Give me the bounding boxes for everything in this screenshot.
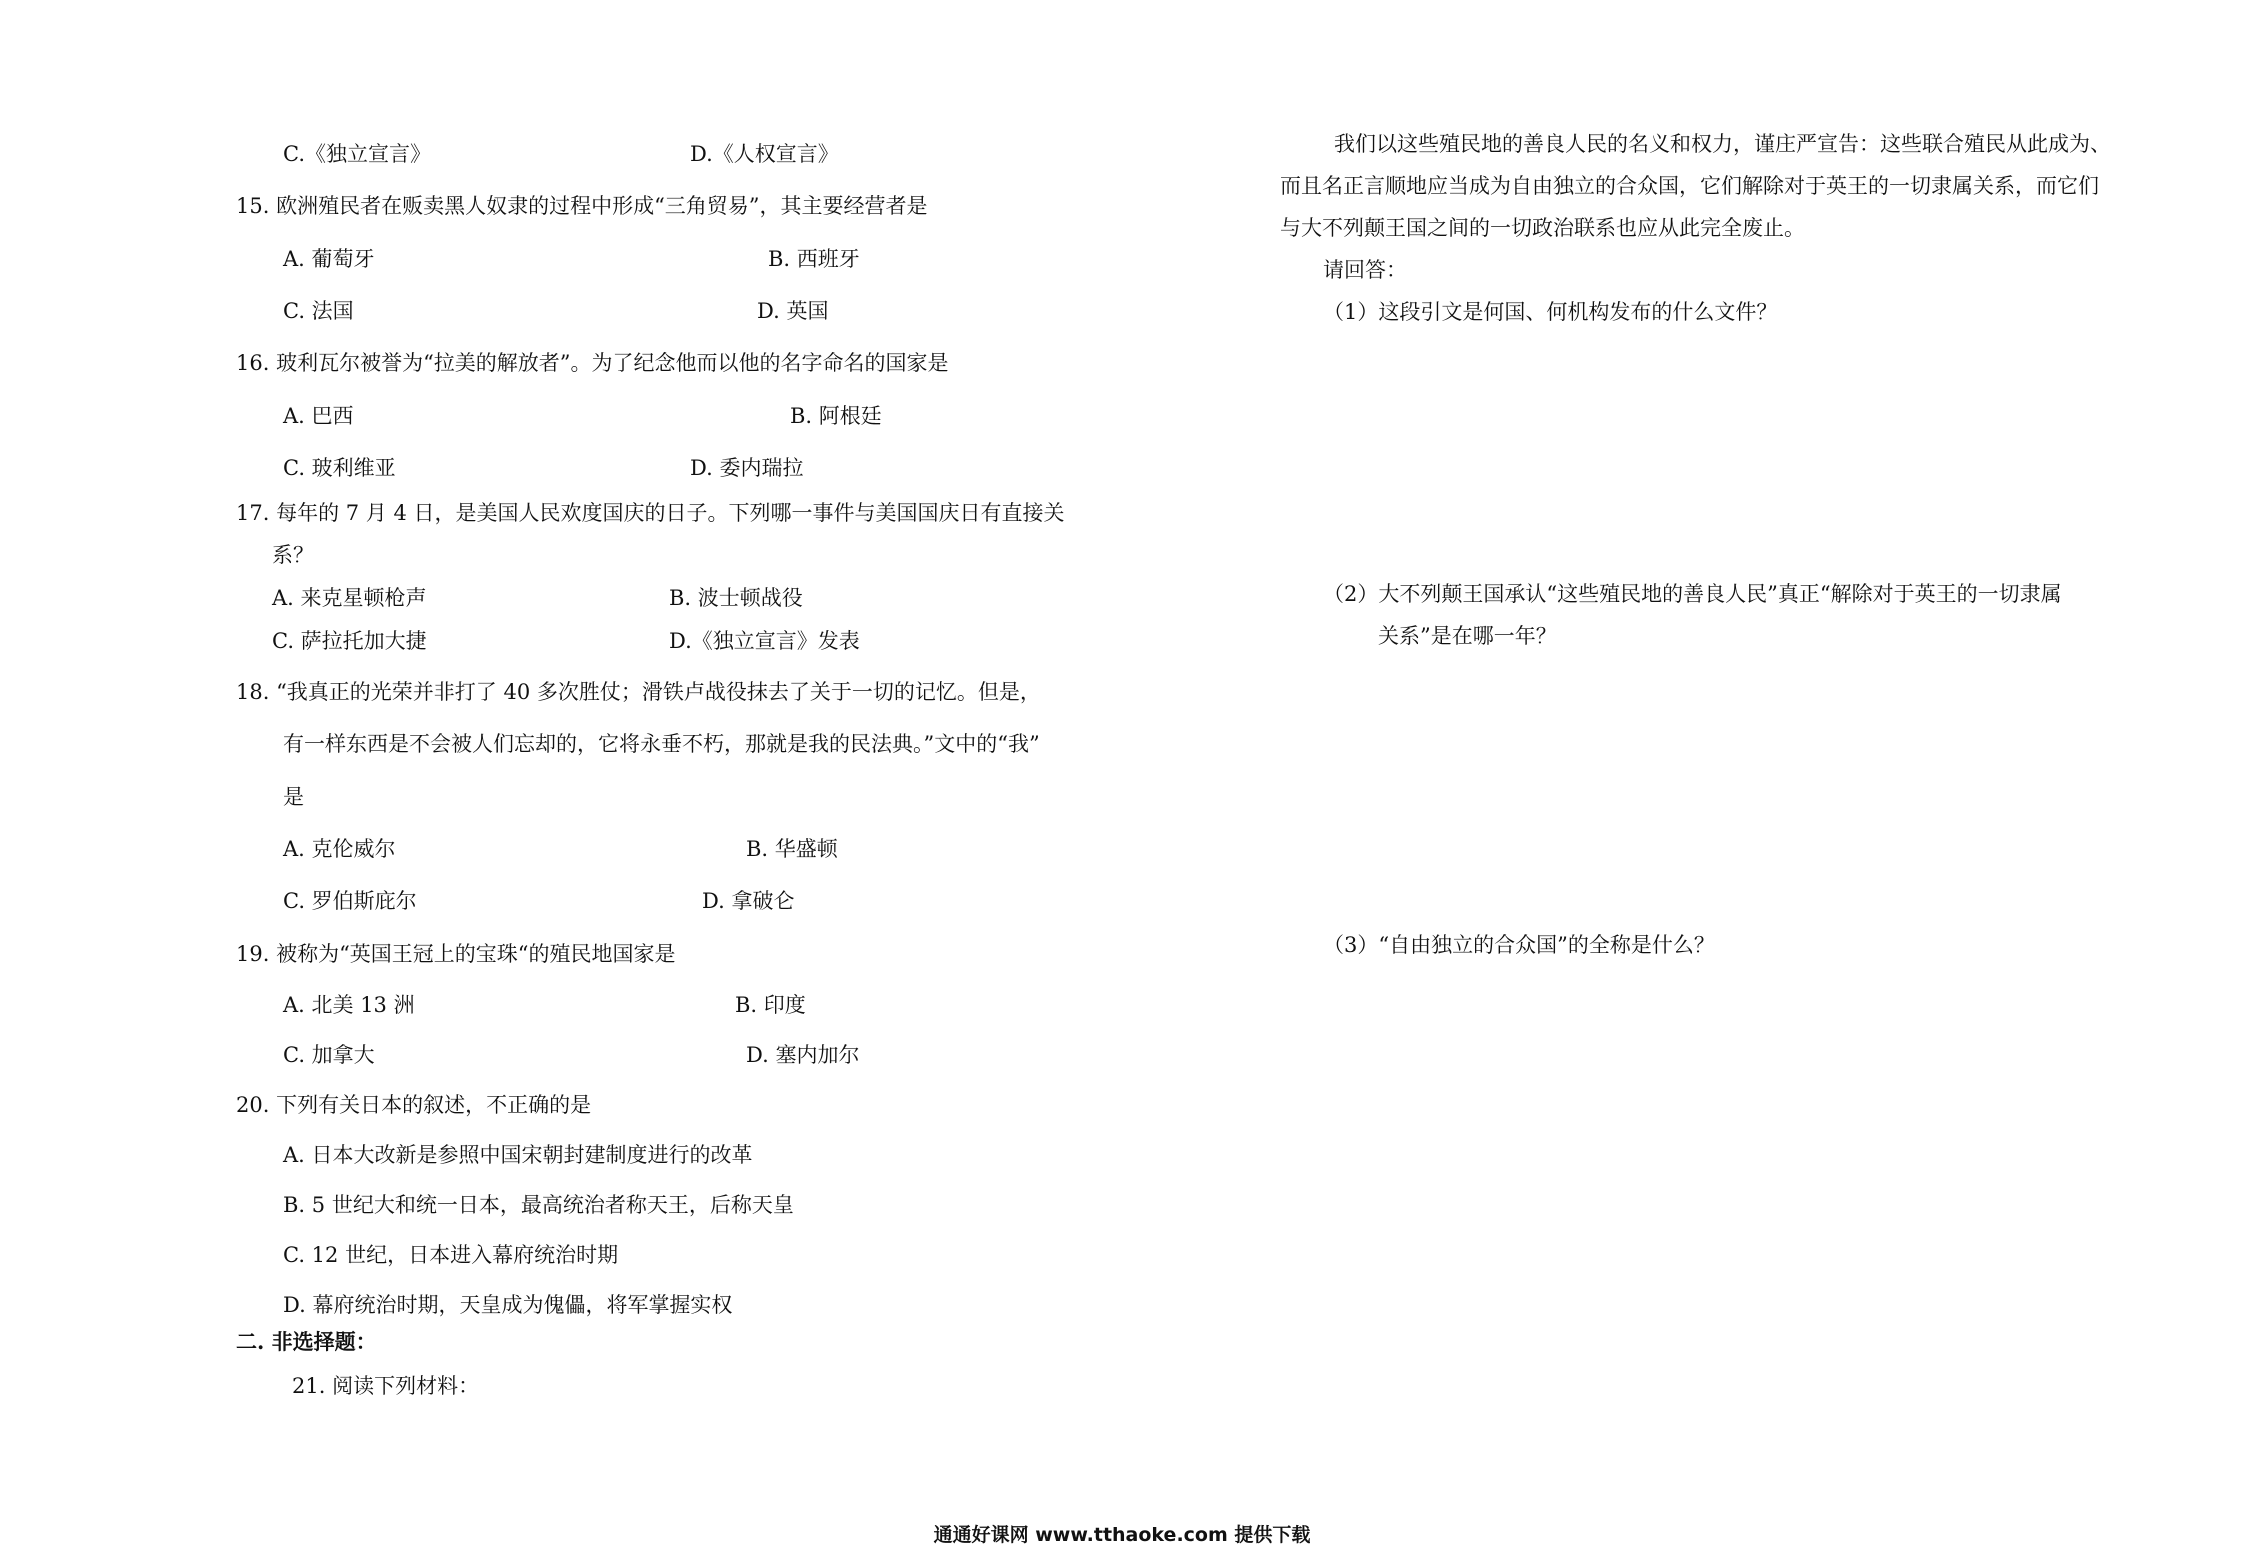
q18-stem-line2: 有一样东西是不会被人们忘却的，它将永垂不朽，那就是我的民法典。”文中的“我”: [283, 732, 1040, 756]
q15-option-c: C. 法国: [283, 299, 354, 323]
subquestion-3: （3）“自由独立的合众国”的全称是什么？: [1323, 933, 1715, 957]
q16-option-a: A. 巴西: [283, 404, 354, 428]
q20-option-a: A. 日本大改新是参照中国宋朝封建制度进行的改革: [283, 1143, 753, 1167]
footer-watermark: 通通好课网 www.tthaoke.com 提供下载: [933, 1524, 1311, 1546]
q18-stem-line3: 是: [283, 785, 304, 809]
q15-stem: 15. 欧洲殖民者在贩卖黑人奴隶的过程中形成“三角贸易”，其主要经营者是: [236, 194, 928, 218]
q16-option-c: C. 玻利维亚: [283, 456, 396, 480]
q18-option-a: A. 克伦威尔: [283, 837, 396, 861]
q20-option-c: C. 12 世纪，日本进入幕府统治时期: [283, 1243, 619, 1267]
subquestion-1: （1）这段引文是何国、何机构发布的什么文件？: [1323, 300, 1778, 324]
subquestion-2-line1: （2）大不列颠王国承认“这些殖民地的善良人民”真正“解除对于英王的一切隶属: [1323, 582, 2062, 606]
q19-option-b: B. 印度: [735, 993, 806, 1017]
passage-line1: 我们以这些殖民地的善良人民的名义和权力，谨庄严宣告：这些联合殖民从此成为、: [1334, 132, 2111, 156]
q20-stem: 20. 下列有关日本的叙述，不正确的是: [236, 1093, 592, 1117]
q19-option-d: D. 塞内加尔: [746, 1043, 860, 1067]
q17-option-d: D.《独立宣言》发表: [669, 629, 860, 653]
q19-option-c: C. 加拿大: [283, 1043, 375, 1067]
q20-option-b: B. 5 世纪大和统一日本，最高统治者称天王，后称天皇: [283, 1193, 794, 1217]
q17-option-c: C. 萨拉托加大捷: [272, 629, 427, 653]
q15-option-b: B. 西班牙: [768, 247, 860, 271]
passage-line2: 而且名正言顺地应当成为自由独立的合众国，它们解除对于英王的一切隶属关系，而它们: [1280, 174, 2099, 198]
q17-stem-line2: 系？: [272, 543, 314, 567]
q16-stem: 16. 玻利瓦尔被誉为“拉美的解放者”。为了纪念他而以他的名字命名的国家是: [236, 351, 949, 375]
q18-stem-line1: 18. “我真正的光荣并非打了 40 多次胜仗；滑铁卢战役抹去了关于一切的记忆。但是，: [236, 680, 1041, 704]
q18-option-c: C. 罗伯斯庇尔: [283, 889, 417, 913]
q18-option-d: D. 拿破仑: [702, 889, 795, 913]
q19-stem: 19. 被称为“英国王冠上的宝珠“的殖民地国家是: [236, 942, 676, 966]
q17-stem-line1: 17. 每年的 7 月 4 日，是美国人民欢度国庆的日子。下列哪一事件与美国国庆日有直接关: [236, 501, 1065, 525]
section-heading: 二. 非选择题：: [236, 1329, 377, 1354]
q14-option-d: D.《人权宣言》: [690, 142, 839, 166]
q17-option-a: A. 来克星顿枪声: [272, 586, 427, 610]
q16-option-d: D. 委内瑞拉: [690, 456, 804, 480]
q17-option-b: B. 波士顿战役: [669, 586, 803, 610]
q20-option-d: D. 幕府统治时期，天皇成为傀儡，将军掌握实权: [283, 1293, 733, 1317]
subquestion-2-line2: 关系”是在哪一年？: [1378, 624, 1557, 648]
q16-option-b: B. 阿根廷: [790, 404, 882, 428]
q14-option-c: C.《独立宣言》: [283, 142, 431, 166]
q18-option-b: B. 华盛顿: [746, 837, 838, 861]
q15-option-d: D. 英国: [757, 299, 829, 323]
answer-prompt: 请回答：: [1323, 258, 1407, 282]
q19-option-a: A. 北美 13 洲: [283, 993, 415, 1017]
passage-line3: 与大不列颠王国之间的一切政治联系也应从此完全废止。: [1280, 216, 1805, 240]
q15-option-a: A. 葡萄牙: [283, 247, 375, 271]
q21-prompt: 21. 阅读下列材料：: [292, 1374, 480, 1398]
